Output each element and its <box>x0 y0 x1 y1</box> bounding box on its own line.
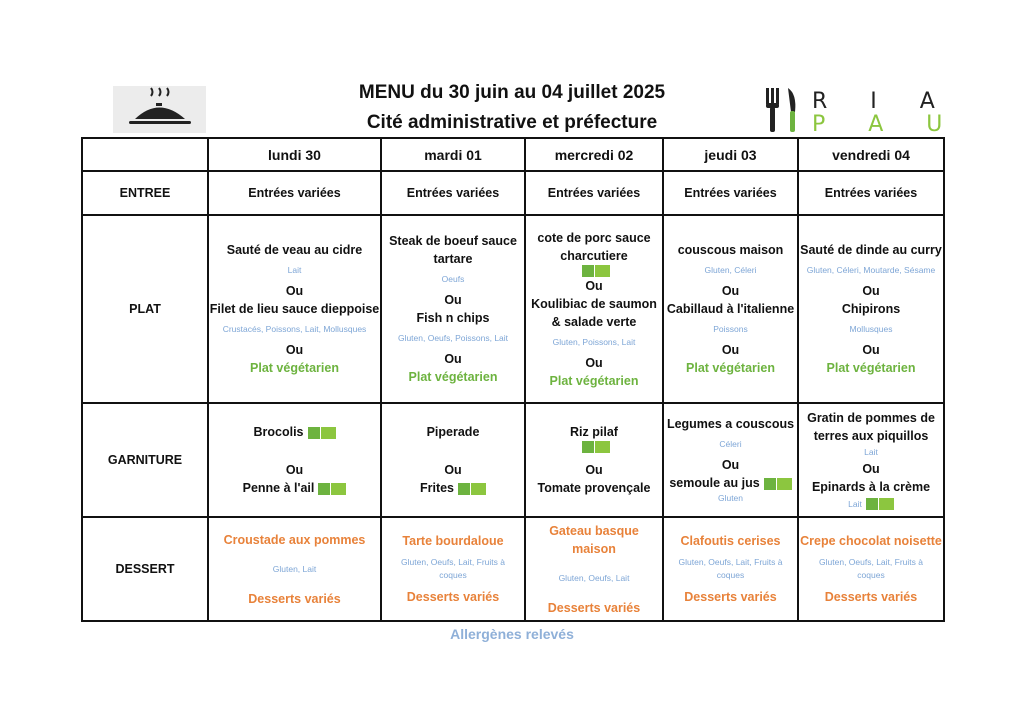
dessert-item: Clafoutis cerises <box>680 534 781 548</box>
entree-cell: Entrées variées <box>525 171 663 215</box>
entree-row <box>82 171 944 215</box>
garniture-cell <box>208 403 381 517</box>
side-dish <box>253 423 335 441</box>
main-dish: Steak de boeuf sauce tartare <box>389 234 517 266</box>
entree-cell: Entrées variées <box>663 171 798 215</box>
entree-cell: Entrées variées <box>798 171 944 215</box>
alt-dessert: Desserts variés <box>684 590 777 604</box>
or-label: Ou <box>585 463 603 477</box>
day-header: lundi 30 <box>208 138 381 171</box>
dessert-cell <box>381 517 525 621</box>
day-header: mercredi 02 <box>525 138 663 171</box>
plat-row <box>82 215 944 403</box>
alt-dessert: Desserts variés <box>406 590 500 604</box>
side-dish: Legumes a couscous <box>666 417 795 431</box>
side-dish: Riz pilaf <box>570 425 618 439</box>
side-dish: Gratin de pommes de terres aux piquillos <box>807 411 935 443</box>
allergens: Gluten, Poissons, Lait <box>552 336 636 347</box>
allergens: Crustacés, Poissons, Lait, Mollusques <box>222 324 367 334</box>
cloche-icon <box>113 86 206 133</box>
menu-title: MENU du 30 juin au 04 juillet 2025 <box>358 82 666 103</box>
garniture-cell <box>798 403 944 517</box>
garniture-row <box>82 403 944 517</box>
dessert-item: Croustade aux pommes <box>223 532 366 547</box>
entree-cell: Entrées variées <box>381 171 525 215</box>
main-dish: Sauté de veau au cidre <box>226 243 363 257</box>
or-label: Ou <box>585 278 603 293</box>
alt-side-dish-text: Penne à l'ail <box>242 481 315 495</box>
or-label: Ou <box>721 458 740 472</box>
fork-knife-icon <box>764 86 961 137</box>
dessert-item: Crepe chocolat noisette <box>800 534 942 548</box>
alt-dessert: Desserts variés <box>248 591 341 606</box>
garniture-cell <box>381 403 525 517</box>
day-header-row <box>82 138 944 171</box>
day-header: mardi 01 <box>381 138 525 171</box>
day-header: jeudi 03 <box>663 138 798 171</box>
dessert-item: Gateau basque maison <box>549 523 639 556</box>
side-dish-text: Brocolis <box>253 425 304 439</box>
dessert-cell <box>663 517 798 621</box>
svg-text:P A U: P A U <box>812 112 961 137</box>
allergens: Gluten, Oeufs, Lait, Fruits à coques <box>819 557 923 580</box>
allergen-footnote: Allergènes relevés <box>450 626 574 642</box>
or-label: Ou <box>862 343 880 357</box>
cloche-logo <box>113 86 206 133</box>
garniture-cell <box>663 403 798 517</box>
organic-label-icon <box>308 427 336 439</box>
plat-cell <box>798 215 944 403</box>
organic-label-icon <box>582 441 610 453</box>
plat-cell <box>208 215 381 403</box>
allergens: Céleri <box>719 439 742 449</box>
organic-label-icon <box>458 483 486 495</box>
allergens: Lait <box>864 447 878 457</box>
vegetarian-dish: Plat végétarien <box>549 373 639 388</box>
dessert-row <box>82 517 944 621</box>
or-label: Ou <box>285 343 304 357</box>
menu-table <box>81 137 945 622</box>
main-dish <box>800 241 942 259</box>
alt-dish: Filet de lieu sauce dieppoise <box>209 302 380 316</box>
alt-dish: Fish n chips <box>416 311 490 325</box>
organic-label-icon <box>866 498 894 510</box>
allergens: Gluten, Oeufs, Lait <box>558 572 630 583</box>
or-label: Ou <box>444 352 462 366</box>
side-dish: Piperade <box>426 425 480 439</box>
alt-side-dish-text: Frites <box>419 481 455 495</box>
allergens: Gluten <box>717 493 744 503</box>
ria-pau-logo <box>764 86 961 137</box>
plat-cell <box>663 215 798 403</box>
alt-side-dish: Tomate provençale <box>537 481 651 495</box>
allergens: Mollusques <box>849 324 893 334</box>
organic-row <box>848 496 894 511</box>
vegetarian-dish: Plat végétarien <box>826 361 916 375</box>
plat-cell <box>381 215 525 403</box>
or-label: Ou <box>285 284 304 298</box>
row-label-dessert: DESSERT <box>82 517 208 621</box>
allergens: Gluten, Oeufs, Lait, Fruits à coques <box>401 557 505 580</box>
or-label: Ou <box>721 343 740 357</box>
or-label: Ou <box>444 293 462 307</box>
allergens: Gluten, Oeufs, Poissons, Lait <box>397 333 509 343</box>
allergens: Lait <box>287 265 302 275</box>
garniture-cell <box>525 403 663 517</box>
alt-dish: Koulibiac de saumon & salade verte <box>531 296 657 329</box>
row-label-garniture: GARNITURE <box>82 403 208 517</box>
dessert-cell <box>525 517 663 621</box>
alt-side-dish <box>669 474 791 492</box>
allergens: Gluten, Céleri, Moutarde, Sésame <box>806 265 936 275</box>
alt-side-dish-text: semoule au jus <box>669 476 760 490</box>
corner-cell <box>82 138 208 171</box>
organic-label-icon <box>764 478 792 490</box>
or-label: Ou <box>285 463 304 477</box>
or-label: Ou <box>862 462 880 476</box>
svg-text:R I A: R I A <box>812 89 953 114</box>
alt-side-dish <box>420 479 486 497</box>
dessert-item: Tarte bourdaloue <box>402 534 504 548</box>
vegetarian-dish: Plat végétarien <box>408 370 498 384</box>
or-label: Ou <box>585 355 603 370</box>
row-label-plat: PLAT <box>82 215 208 403</box>
dessert-cell <box>208 517 381 621</box>
day-header: vendredi 04 <box>798 138 944 171</box>
organic-label-icon <box>318 483 346 495</box>
vegetarian-dish: Plat végétarien <box>686 361 775 375</box>
plat-cell <box>525 215 663 403</box>
alt-side-dish: Epinards à la crème <box>811 480 931 494</box>
allergens: Lait <box>848 499 862 509</box>
or-label: Ou <box>721 284 740 298</box>
organic-label-icon <box>582 265 610 277</box>
vegetarian-dish: Plat végétarien <box>250 361 339 375</box>
alt-dessert: Desserts variés <box>547 600 641 615</box>
or-label: Ou <box>444 463 462 477</box>
alt-dish: Chipirons <box>841 302 901 316</box>
main-dish-text: Sauté de dinde au curry <box>800 243 942 257</box>
allergens: Poissons <box>713 324 748 334</box>
dessert-cell <box>798 517 944 621</box>
menu-subtitle: Cité administrative et préfecture <box>366 112 658 133</box>
allergens: Gluten, Oeufs, Lait, Fruits à coques <box>678 557 783 580</box>
entree-cell: Entrées variées <box>208 171 381 215</box>
allergens: Gluten, Lait <box>272 563 317 574</box>
alt-side-dish <box>243 479 347 497</box>
main-dish: couscous maison <box>677 243 784 257</box>
row-label-entree: ENTREE <box>82 171 208 215</box>
allergens: Gluten, Céleri <box>704 265 757 275</box>
main-dish: cote de porc sauce charcutiere <box>537 230 651 263</box>
alt-dish: Cabillaud à l'italienne <box>666 302 795 316</box>
alt-dessert: Desserts variés <box>824 590 918 604</box>
or-label: Ou <box>862 284 880 298</box>
allergens: Oeufs <box>441 274 465 284</box>
